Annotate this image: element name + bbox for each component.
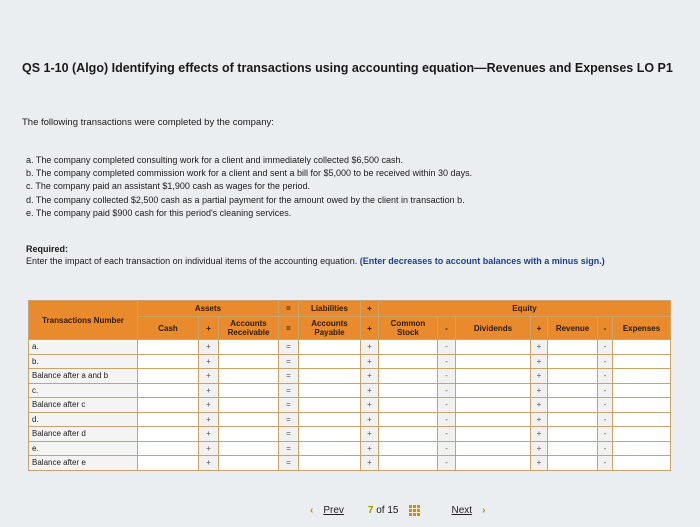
current-page: 7 bbox=[367, 505, 374, 516]
required-text: Enter the impact of each transaction on individual items of the accounting equation. bbox=[26, 255, 360, 266]
cell-ar bbox=[219, 456, 279, 471]
div-input[interactable] bbox=[456, 456, 530, 469]
cell-rev bbox=[548, 412, 598, 427]
cell-ar bbox=[219, 354, 279, 369]
operator-minus2: - bbox=[598, 412, 613, 427]
cs-input[interactable] bbox=[379, 456, 437, 469]
table-row bbox=[29, 427, 671, 442]
operator-eq: = bbox=[279, 441, 299, 456]
rev-input[interactable] bbox=[548, 369, 597, 382]
column-rev: Revenue bbox=[548, 317, 598, 340]
ap-input[interactable] bbox=[299, 369, 360, 382]
cell-cash bbox=[138, 354, 199, 369]
operator-eq: = bbox=[279, 456, 299, 471]
operator-minus2: - bbox=[598, 427, 613, 442]
operator-minus2: - bbox=[598, 340, 613, 355]
operator-plus2: + bbox=[361, 340, 379, 355]
operator-plus1: + bbox=[199, 369, 219, 384]
ar-input[interactable] bbox=[219, 398, 278, 411]
rev-input[interactable] bbox=[548, 456, 597, 469]
cash-input[interactable] bbox=[138, 384, 198, 397]
operator-minus1: - bbox=[438, 383, 456, 398]
cell-cs bbox=[379, 427, 438, 442]
transaction-a: a. The company completed consulting work for a client and immediately collected $6,500 cash. bbox=[26, 155, 404, 165]
table-row bbox=[29, 456, 671, 471]
exp-input[interactable] bbox=[613, 442, 670, 455]
page-title: QS 1-10 (Algo) Identifying effects of transactions using accounting equation—Revenues and Expenses LO P1 bbox=[22, 61, 673, 75]
accounting-equation-table bbox=[28, 300, 671, 471]
intro-text: The following transactions were completed by the company: bbox=[22, 117, 274, 128]
div-input[interactable] bbox=[456, 427, 530, 440]
exp-input[interactable] bbox=[613, 355, 670, 368]
div-input[interactable] bbox=[456, 413, 530, 426]
cell-ap bbox=[299, 354, 361, 369]
cell-ap bbox=[299, 340, 361, 355]
row-label: a. bbox=[29, 340, 138, 355]
div-input[interactable] bbox=[456, 398, 530, 411]
operator-plus2: + bbox=[361, 427, 379, 442]
cell-ar bbox=[219, 412, 279, 427]
cs-input[interactable] bbox=[379, 398, 437, 411]
operator-plus1: + bbox=[199, 456, 219, 471]
div-input[interactable] bbox=[456, 340, 530, 353]
cell-cs bbox=[379, 354, 438, 369]
operator-minus1: - bbox=[438, 369, 456, 384]
table-row bbox=[29, 354, 671, 369]
cs-input[interactable] bbox=[379, 384, 437, 397]
grid-icon[interactable] bbox=[409, 505, 420, 516]
cell-div bbox=[456, 427, 531, 442]
cell-ar bbox=[219, 441, 279, 456]
cs-input[interactable] bbox=[379, 427, 437, 440]
cell-exp bbox=[613, 340, 671, 355]
total-pages: 15 bbox=[387, 505, 399, 516]
cs-input[interactable] bbox=[379, 355, 437, 368]
ar-input[interactable] bbox=[219, 427, 278, 440]
column-ap: Accounts Payable bbox=[299, 317, 361, 340]
row-label: Balance after d bbox=[29, 427, 138, 442]
operator-plus1: + bbox=[199, 412, 219, 427]
cell-rev bbox=[548, 441, 598, 456]
rev-input[interactable] bbox=[548, 398, 597, 411]
ap-input[interactable] bbox=[299, 340, 360, 353]
column-eq: = bbox=[279, 317, 299, 340]
column-minus2: - bbox=[598, 317, 613, 340]
exp-input[interactable] bbox=[613, 456, 670, 469]
row-label: c. bbox=[29, 383, 138, 398]
cell-div bbox=[456, 340, 531, 355]
operator-eq: = bbox=[279, 398, 299, 413]
cs-input[interactable] bbox=[379, 442, 437, 455]
rev-input[interactable] bbox=[548, 340, 597, 353]
cell-cash bbox=[138, 456, 199, 471]
ap-input[interactable] bbox=[299, 398, 360, 411]
cell-ar bbox=[219, 427, 279, 442]
exp-input[interactable] bbox=[613, 427, 670, 440]
transaction-list bbox=[26, 154, 472, 220]
cell-rev bbox=[548, 456, 598, 471]
cell-exp bbox=[613, 441, 671, 456]
cell-cs bbox=[379, 456, 438, 471]
cell-rev bbox=[548, 340, 598, 355]
ap-input[interactable] bbox=[299, 442, 360, 455]
cell-ap bbox=[299, 398, 361, 413]
header-liabilities: Liabilities bbox=[299, 301, 361, 317]
cell-div bbox=[456, 412, 531, 427]
operator-plus2: + bbox=[361, 398, 379, 413]
cash-input[interactable] bbox=[138, 398, 198, 411]
cell-ar bbox=[219, 369, 279, 384]
ar-input[interactable] bbox=[219, 369, 278, 382]
pagination bbox=[310, 505, 485, 516]
transaction-d: d. The company collected $2,500 cash as a partial payment for the amount owed by the client in transaction b. bbox=[26, 194, 465, 205]
cs-input[interactable] bbox=[379, 340, 437, 353]
div-input[interactable] bbox=[456, 355, 530, 368]
operator-plus3: + bbox=[531, 441, 548, 456]
transaction-e: e. The company paid $900 cash for this period's cleaning services. bbox=[26, 207, 292, 218]
next-link[interactable]: Next bbox=[451, 505, 473, 516]
column-cs: Common Stock bbox=[379, 317, 438, 340]
cell-ap bbox=[299, 412, 361, 427]
rev-input[interactable] bbox=[548, 442, 597, 455]
operator-minus1: - bbox=[438, 427, 456, 442]
column-ar: Accounts Receivable bbox=[219, 317, 279, 340]
row-label: d. bbox=[29, 412, 138, 427]
required-emphasis: (Enter decreases to account balances with a minus sign.) bbox=[359, 255, 605, 266]
table-row bbox=[29, 441, 671, 456]
cash-input[interactable] bbox=[138, 413, 198, 426]
column-exp: Expenses bbox=[613, 317, 671, 340]
cell-cs bbox=[379, 398, 438, 413]
operator-plus1: + bbox=[199, 441, 219, 456]
chevron-right-icon[interactable]: › bbox=[482, 505, 486, 516]
cell-div bbox=[456, 354, 531, 369]
row-label: Balance after c bbox=[29, 398, 138, 413]
column-div: Dividends bbox=[456, 317, 531, 340]
operator-plus2: + bbox=[361, 369, 379, 384]
ar-input[interactable] bbox=[219, 384, 278, 397]
cell-cash bbox=[138, 383, 199, 398]
ap-input[interactable] bbox=[299, 427, 360, 440]
cell-exp bbox=[613, 369, 671, 384]
operator-eq: = bbox=[279, 369, 299, 384]
cell-cash bbox=[138, 340, 199, 355]
operator-plus3: + bbox=[531, 398, 548, 413]
operator-plus2: + bbox=[361, 383, 379, 398]
operator-minus2: - bbox=[598, 383, 613, 398]
header-eq: = bbox=[279, 301, 299, 317]
cell-ap bbox=[299, 456, 361, 471]
cash-input[interactable] bbox=[138, 427, 198, 440]
rev-input[interactable] bbox=[548, 355, 597, 368]
page-of: of bbox=[376, 505, 385, 516]
operator-plus2: + bbox=[361, 456, 379, 471]
cell-rev bbox=[548, 398, 598, 413]
operator-plus2: + bbox=[361, 354, 379, 369]
cell-cs bbox=[379, 369, 438, 384]
operator-plus1: + bbox=[199, 427, 219, 442]
cell-cash bbox=[138, 427, 199, 442]
operator-plus1: + bbox=[199, 398, 219, 413]
column-minus1: - bbox=[438, 317, 456, 340]
operator-minus2: - bbox=[598, 398, 613, 413]
cell-cs bbox=[379, 383, 438, 398]
table-row bbox=[29, 369, 671, 384]
cell-cs bbox=[379, 412, 438, 427]
cell-exp bbox=[613, 383, 671, 398]
cell-ap bbox=[299, 369, 361, 384]
exp-input[interactable] bbox=[613, 340, 670, 353]
ar-input[interactable] bbox=[219, 340, 278, 353]
cell-cash bbox=[138, 441, 199, 456]
table-row bbox=[29, 340, 671, 355]
cash-input[interactable] bbox=[138, 442, 198, 455]
table-row bbox=[29, 398, 671, 413]
cell-div bbox=[456, 398, 531, 413]
cell-ar bbox=[219, 383, 279, 398]
operator-plus3: + bbox=[531, 354, 548, 369]
column-plus1: + bbox=[199, 317, 219, 340]
chevron-left-icon[interactable]: ‹ bbox=[310, 505, 314, 516]
cell-div bbox=[456, 383, 531, 398]
header-plus: + bbox=[361, 301, 379, 317]
column-cash: Cash bbox=[138, 317, 199, 340]
required-label: Required: bbox=[26, 244, 69, 254]
header-equity: Equity bbox=[379, 301, 671, 317]
cell-ap bbox=[299, 383, 361, 398]
ap-input[interactable] bbox=[299, 413, 360, 426]
row-label: Balance after e bbox=[29, 456, 138, 471]
cell-cash bbox=[138, 412, 199, 427]
cell-rev bbox=[548, 383, 598, 398]
cell-exp bbox=[613, 398, 671, 413]
operator-minus1: - bbox=[438, 441, 456, 456]
cell-rev bbox=[548, 369, 598, 384]
cell-cash bbox=[138, 398, 199, 413]
div-input[interactable] bbox=[456, 369, 530, 382]
operator-plus1: + bbox=[199, 340, 219, 355]
cell-div bbox=[456, 441, 531, 456]
cash-input[interactable] bbox=[138, 456, 198, 469]
header-transactions: Transactions Number bbox=[29, 301, 138, 340]
cell-ap bbox=[299, 427, 361, 442]
header-assets: Assets bbox=[138, 301, 279, 317]
operator-minus1: - bbox=[438, 354, 456, 369]
cell-ar bbox=[219, 340, 279, 355]
row-label: b. bbox=[29, 354, 138, 369]
cash-input[interactable] bbox=[138, 369, 198, 382]
operator-minus1: - bbox=[438, 398, 456, 413]
cell-cs bbox=[379, 441, 438, 456]
required-section bbox=[26, 244, 676, 267]
cash-input[interactable] bbox=[138, 340, 198, 353]
rev-input[interactable] bbox=[548, 384, 597, 397]
operator-plus3: + bbox=[531, 456, 548, 471]
cell-div bbox=[456, 369, 531, 384]
exp-input[interactable] bbox=[613, 413, 670, 426]
operator-plus2: + bbox=[361, 441, 379, 456]
ap-input[interactable] bbox=[299, 456, 360, 469]
cell-rev bbox=[548, 354, 598, 369]
cell-exp bbox=[613, 427, 671, 442]
cash-input[interactable] bbox=[138, 355, 198, 368]
column-plus2: + bbox=[361, 317, 379, 340]
column-plus3: + bbox=[531, 317, 548, 340]
operator-plus2: + bbox=[361, 412, 379, 427]
operator-eq: = bbox=[279, 427, 299, 442]
ar-input[interactable] bbox=[219, 355, 278, 368]
cs-input[interactable] bbox=[379, 369, 437, 382]
row-label: Balance after a and b bbox=[29, 369, 138, 384]
operator-eq: = bbox=[279, 354, 299, 369]
ar-input[interactable] bbox=[219, 456, 278, 469]
div-input[interactable] bbox=[456, 442, 530, 455]
operator-plus3: + bbox=[531, 383, 548, 398]
cell-cash bbox=[138, 369, 199, 384]
operator-eq: = bbox=[279, 340, 299, 355]
row-label: e. bbox=[29, 441, 138, 456]
ar-input[interactable] bbox=[219, 442, 278, 455]
div-input[interactable] bbox=[456, 384, 530, 397]
operator-plus3: + bbox=[531, 412, 548, 427]
operator-eq: = bbox=[279, 383, 299, 398]
operator-minus2: - bbox=[598, 369, 613, 384]
cell-ap bbox=[299, 441, 361, 456]
operator-minus1: - bbox=[438, 340, 456, 355]
ap-input[interactable] bbox=[299, 355, 360, 368]
operator-minus1: - bbox=[438, 412, 456, 427]
prev-link[interactable]: Prev bbox=[323, 505, 344, 516]
rev-input[interactable] bbox=[548, 427, 597, 440]
cs-input[interactable] bbox=[379, 413, 437, 426]
cell-exp bbox=[613, 412, 671, 427]
operator-minus2: - bbox=[598, 441, 613, 456]
operator-plus3: + bbox=[531, 369, 548, 384]
ap-input[interactable] bbox=[299, 384, 360, 397]
rev-input[interactable] bbox=[548, 413, 597, 426]
exp-input[interactable] bbox=[613, 398, 670, 411]
cell-cs bbox=[379, 340, 438, 355]
operator-plus1: + bbox=[199, 383, 219, 398]
operator-eq: = bbox=[279, 412, 299, 427]
operator-plus3: + bbox=[531, 340, 548, 355]
exp-input[interactable] bbox=[613, 369, 670, 382]
transaction-b: b. The company completed commission work for a client and sent a bill for $5,000 to be received within 30 days. bbox=[26, 168, 473, 179]
operator-plus3: + bbox=[531, 427, 548, 442]
operator-plus1: + bbox=[199, 354, 219, 369]
cell-rev bbox=[548, 427, 598, 442]
cell-div bbox=[456, 456, 531, 471]
operator-minus2: - bbox=[598, 354, 613, 369]
table-row bbox=[29, 383, 671, 398]
table-row bbox=[29, 412, 671, 427]
cell-ar bbox=[219, 398, 279, 413]
cell-exp bbox=[613, 456, 671, 471]
cell-exp bbox=[613, 354, 671, 369]
transaction-c: c. The company paid an assistant $1,900 cash as wages for the period. bbox=[26, 181, 311, 192]
operator-minus2: - bbox=[598, 456, 613, 471]
ar-input[interactable] bbox=[219, 413, 278, 426]
operator-minus1: - bbox=[438, 456, 456, 471]
exp-input[interactable] bbox=[613, 384, 670, 397]
